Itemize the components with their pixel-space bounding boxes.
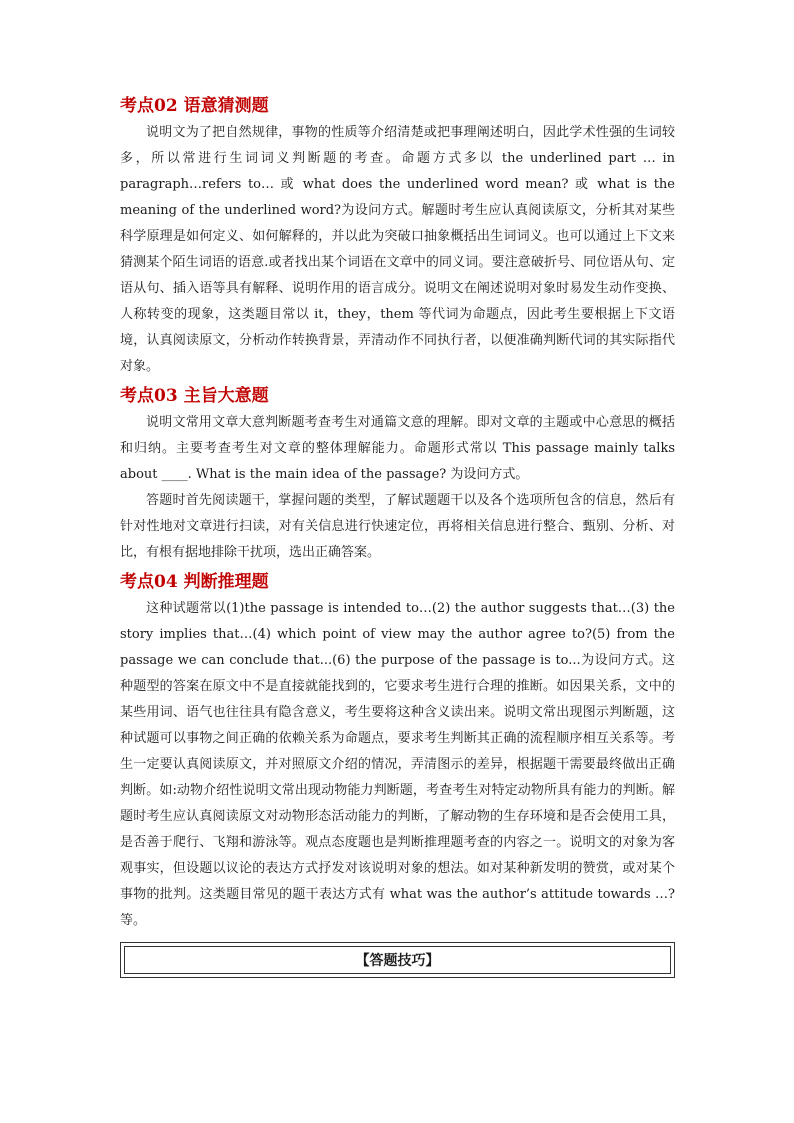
paragraph-kaodian-03-a: 说明文常用文章大意判断题考查考生对通篇文意的理解。即对文章的主题或中心意思的概括和归纳。主要考查考生对文章的整体理解能力。命题形式常以 This passage mainly talks about ____. What is the main idea of the passage? 为设问方式。 <box>120 415 675 482</box>
paragraph-kaodian-03-b: 答题时首先阅读题干，掌握问题的类型，了解试题题干以及各个选项所包含的信息，然后有针对性地对文章进行扫读，对有关信息进行快速定位，再将相关信息进行整合、甄别、分析、对比，有根有据地排除干扰项，选出正确答案。 <box>120 493 675 560</box>
section-heading-kaodian-02: 考点02 语意猜测题 <box>120 96 269 116</box>
answer-tips-box <box>120 942 675 978</box>
paragraph-kaodian-02: 说明文为了把自然规律，事物的性质等介绍清楚或把事理阐述明白，因此学术性强的生词较多，所以常进行生词词义判断题的考查。命题方式多以 the underlined part … in paragraph…refers to… 或 what does the underlined word mean? 或 what is the meaning of the underlined word?为设问方式。解题时考生应认真阅读原文，分析其对某些科学原理是如何定义、如何解释的，并以此为突破口抽象概括出生词词义。也可以通过上下文来猜测某个陌生词语的语意.或者找出某个词语在文章中的同义词。要注意破折号、同位语从句、定语从句、插入语等具有解释、说明作用的语言成分。说明文在阐述说明对象时易发生动作变换、人称转变的现象，这类题目常以 it，they，them 等代词为命题点，因此考生要根据上下文语境，认真阅读原文，分析动作转换背景，弄清动作不同执行者，以便准确判断代词的其实际指代对象。 <box>120 125 675 374</box>
answer-tips-label: 【答题技巧】 <box>124 946 671 974</box>
paragraph-kaodian-04: 这种试题常以(1)the passage is intended to…(2) the author suggests that…(3) the story implies that…(4) which point of view may the author agree to?(5) from the passage we can conclude that...(6) the purpose of the passage is to...为设问方式。这种题型的答案在原文中不是直接就能找到的，它要求考生进行合理的推断。如因果关系，文中的某些用词、语气也往往具有隐含意义，考生要将这种含义读出来。说明文常出现图示判断题，这种试题可以事物之间正确的依赖关系为命题点，要求考生判断其正确的流程顺序相互关系等。考生一定要认真阅读原文，并对照原文介绍的情况，弄清图示的差异，根据题干需要最终做出正确判断。如:动物介绍性说明文常出现动物能力判断题，考查考生对特定动物所具有能力的判断。解题时考生应认真阅读原文对动物形态活动能力的判断，了解动物的生存环境和是否会使用工具，是否善于爬行、飞翔和游泳等。观点态度题也是判断推理题考查的内容之一。说明文的对象为客观事实，但设题以议论的表达方式抒发对该说明对象的想法。如对某种新发明的赞赏，或对某个事物的批判。这类题目常见的题干表达方式有 what was the author’s attitude towards …?等。 <box>120 601 675 928</box>
section-heading-kaodian-03: 考点03 主旨大意题 <box>120 386 269 406</box>
section-heading-kaodian-04: 考点04 判断推理题 <box>120 572 269 592</box>
document-body <box>120 92 675 978</box>
